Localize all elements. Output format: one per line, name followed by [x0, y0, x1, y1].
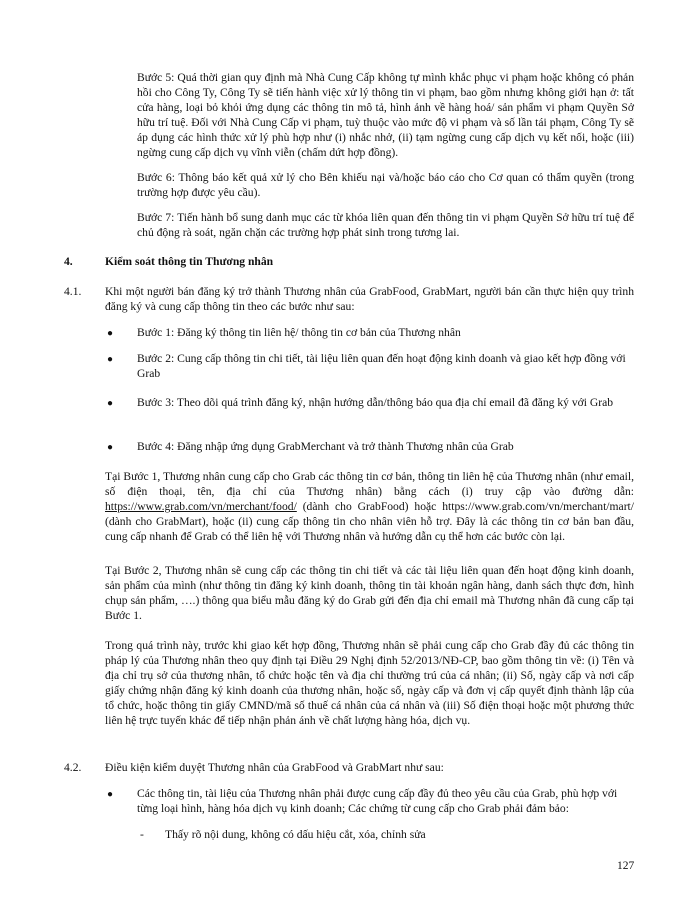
paragraph-text: Tại Bước 1, Thương nhân cung cấp cho Grab các thông tin cơ bản, thông tin liên hệ của Thương nhân (như email, số điện thoại, tên, địa chỉ của Thương nhân) bằng cách (i) truy cập vào đường dẫn: — [105, 470, 634, 498]
list-item: Bước 3: Theo dõi quá trình đăng ký, nhận hướng dẫn/thông báo qua địa chỉ email đã đăng ký với Grab — [137, 396, 614, 409]
step7-paragraph: Bước 7: Tiến hành bổ sung danh mục các từ khóa liên quan đến thông tin vi phạm Quyền Sở hữu trí tuệ để chủ động rà soát, ngăn chặn các trường hợp phát sinh trong tương lai. — [137, 211, 634, 239]
section-4-2-intro: Điều kiện kiểm duyệt Thương nhân của GrabFood và GrabMart như sau: — [105, 761, 444, 774]
page-number: 127 — [617, 860, 635, 872]
bullet-icon: ● — [107, 398, 114, 409]
step1-paragraph — [105, 469, 634, 544]
bullet-icon: ● — [107, 442, 114, 453]
step6-paragraph: Bước 6: Thông báo kết quả xử lý cho Bên khiếu nại và/hoặc báo cáo cho Cơ quan có thẩm quyền (trong trường hợp được yêu cầu). — [137, 171, 634, 199]
step5-paragraph: Bước 5: Quá thời gian quy định mà Nhà Cung Cấp không tự mình khắc phục vi phạm hoặc không có phản hồi cho Công Ty, Công Ty sẽ tiến hành việc xử lý thông tin vi phạm, bao gồm nhưng không giới hạn ở: tất cửa hàng, loại bỏ khỏi ứng dụng các thông tin mô tả, hình ảnh về hàng hoá/ sản phẩm vi phạm Quyền Sở hữu trí tuệ. Đối với Nhà Cung Cấp vi phạm, tuỳ thuộc vào mức độ vi phạm và số lần tái phạm, Công Ty sẽ áp dụng các hình thức xử lý phù hợp như (i) nhắc nhở, (ii) tạm ngừng cung cấp dịch vụ kết nối, hoặc (iii) ngừng cung cấp dịch vụ vĩnh viễn (chấm dứt hợp đồng). — [137, 71, 634, 159]
bullet-icon: ● — [107, 354, 114, 365]
step2-paragraph: Tại Bước 2, Thương nhân sẽ cung cấp các thông tin chi tiết và các tài liệu liên quan đến hoạt động kinh doanh, sản phẩm của mình (như thông tin đăng ký kinh doanh, thông tin tài khoản ngân hàng, danh sách thực đơn, hình chụp sản phẩm, ….) thông qua biểu mẫu đăng ký do Grab gửi đến địa chỉ email mà Thương nhân đã cung cấp tại Bước 1. — [105, 564, 634, 622]
grabfood-merchant-link[interactable]: https://www.grab.com/vn/merchant/food/ — [105, 500, 297, 513]
bullet-icon: ● — [107, 789, 114, 800]
bullet-icon: ● — [107, 328, 114, 339]
section-4-number: 4. — [64, 255, 73, 268]
list-item: Thấy rõ nội dung, không có dấu hiệu cắt, xóa, chỉnh sửa — [165, 828, 426, 841]
list-item: Bước 1: Đăng ký thông tin liên hệ/ thông tin cơ bản của Thương nhân — [137, 326, 461, 339]
section-4-1-number: 4.1. — [64, 285, 82, 298]
list-item: Bước 2: Cung cấp thông tin chi tiết, tài liệu liên quan đến hoạt động kinh doanh và giao kết hợp đồng với Grab — [137, 352, 626, 380]
section-4-2-number: 4.2. — [64, 761, 82, 774]
section-4-title: Kiểm soát thông tin Thương nhân — [105, 255, 274, 268]
section-4-1-intro: Khi một người bán đăng ký trở thành Thương nhân của GrabFood, GrabMart, người bán cần thực hiện quy trình đăng ký và cung cấp thông tin theo các bước như sau: — [105, 285, 634, 313]
paragraph-text: (dành cho GrabFood) hoặc https://www.grab.com/vn/merchant/mart/ (dành cho GrabMart), hoặc (ii) cung cấp thông tin cho nhân viên hỗ trợ. Đây là các thông tin cơ bản ban đầu, cung cấp nhanh để Grab có thể liên hệ với Thương nhân và hướng dẫn cụ thể hơn các bước còn lại. — [105, 500, 634, 543]
dash-marker: - — [140, 828, 144, 841]
list-item: Bước 4: Đăng nhập ứng dụng GrabMerchant và trở thành Thương nhân của Grab — [137, 440, 514, 453]
list-item: Các thông tin, tài liệu của Thương nhân phải được cung cấp đầy đủ theo yêu cầu của Grab, phù hợp với từng loại hình, hàng hóa dịch vụ kinh doanh; Các chứng từ cung cấp cho Grab phải đảm bảo: — [137, 787, 618, 815]
legal-info-paragraph: Trong quá trình này, trước khi giao kết hợp đồng, Thương nhân sẽ phải cung cấp cho Grab đầy đủ các thông tin pháp lý của Thương nhân theo quy định tại Điều 29 Nghị định 52/2013/NĐ-CP, bao gồm thông tin về: (i) Tên và địa chỉ trụ sở của thương nhân, tổ chức hoặc tên và địa chỉ thường trú của cá nhân; (ii) Số, ngày cấp và nơi cấp giấy chứng nhận đăng ký kinh doanh của thương nhân, hoặc số, ngày cấp và đơn vị cấp quyết định thành lập của tổ chức, hoặc thông tin giấy CMND/mã số thuế cá nhân của cá nhân và (iii) Số điện thoại hoặc một phương thức liên hệ trực tuyến khác để tiếp nhận phản ánh về chất lượng hàng hóa, dịch vụ. — [105, 639, 634, 727]
